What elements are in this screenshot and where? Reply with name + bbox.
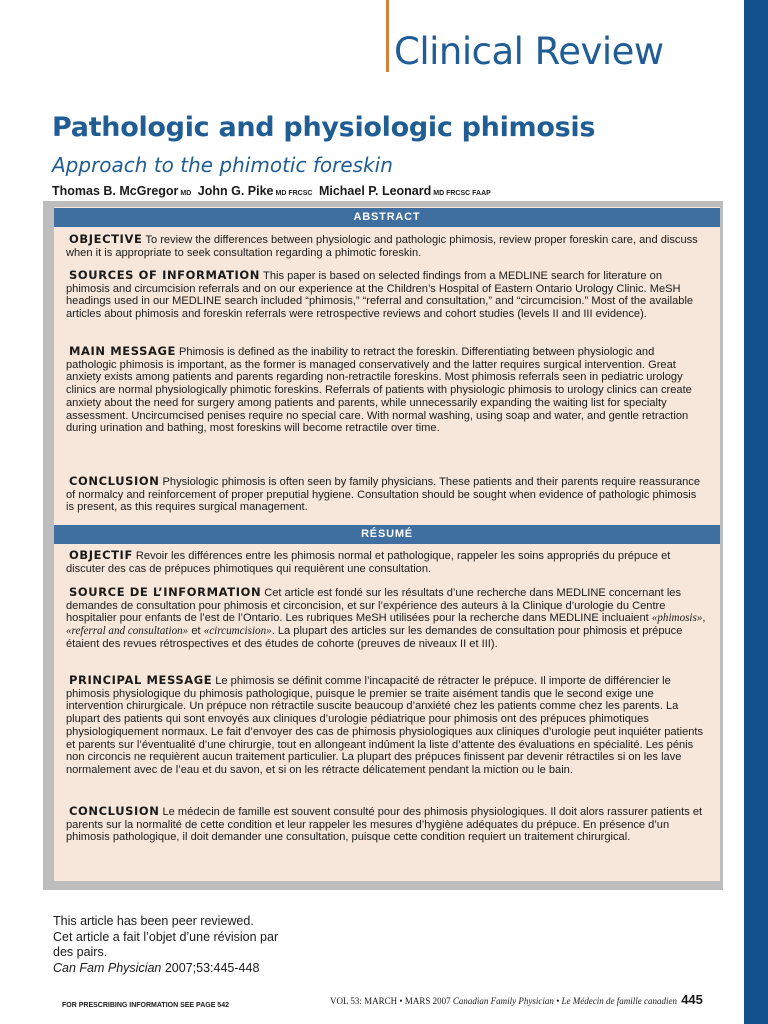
conclusion-fr-label: CONCLUSION bbox=[69, 804, 160, 818]
article-subtitle: Approach to the phimotic foreskin bbox=[52, 153, 393, 177]
peer-review-note bbox=[53, 914, 293, 976]
resume-heading: RÉSUMÉ bbox=[54, 525, 720, 544]
source-label: SOURCE DE L’INFORMATION bbox=[69, 585, 262, 599]
conclusion-label: CONCLUSION bbox=[69, 474, 160, 488]
mesh-term: «phimosis» bbox=[651, 612, 703, 625]
author-name: Michael P. Leonard bbox=[318, 184, 432, 198]
mesh-term: «referral and consultation» bbox=[66, 625, 189, 638]
abstract-heading: ABSTRACT bbox=[54, 208, 720, 227]
source-text: Cet article est fondé sur les résultats d’une recherche dans MEDLINE concernant les demandes de consultation pour phimosis et circoncision, et sur l’expérience des auteurs à la Clinique d’urologie du Centre hospitalier pour enfants de l’est de l’Ontario. Les rubriques MeSH utilisées pour la recherche dans MEDLINE incluaient bbox=[66, 587, 682, 625]
author-list bbox=[52, 184, 494, 198]
author-name: John G. Pike bbox=[197, 184, 274, 198]
sources-label: SOURCES OF INFORMATION bbox=[69, 268, 261, 282]
author-credentials: MD bbox=[180, 190, 192, 197]
conclusion-fr-text: Le médecin de famille est souvent consulté pour des phimosis physiologiques. Il doit alors rassurer patients et parents sur la normalité de cette condition et leur rappeler les mesures d’hygiène adéquates du prépuce. En présence d’un phimosis pathologique, il doit demander une consultation, puisque cette condition requiert un traitement chirurgical. bbox=[66, 806, 703, 844]
objectif-text: Revoir les différences entre les phimosis normal et pathologique, rappeler les soins appropriés du prépuce et discuter des cas de prépuces phimotiques qui requièrent une consultation. bbox=[66, 550, 671, 575]
page-number: 445 bbox=[681, 992, 703, 1007]
separator: , bbox=[702, 612, 706, 625]
abstract-conclusion bbox=[66, 475, 706, 514]
citation bbox=[53, 961, 293, 977]
sources-text: This paper is based on selected findings from a MEDLINE search for literature on phimosis and circumcision referrals and on our experience at the Children’s Hospital of Eastern Ontario Urology Clinic. MeSH headings used in our MEDLINE search included “phimosis,” “referral and consultation,” and “circumcision.” Most of the available articles about phimosis and foreskin referrals were retrospective reviews and cohort studies (levels II and III evidence). bbox=[66, 270, 694, 321]
abstract-objective bbox=[66, 233, 706, 259]
peer-review-en: This article has been peer reviewed. bbox=[53, 914, 254, 928]
accent-rule bbox=[386, 0, 389, 72]
author-credentials: MD FRCSC FAAP bbox=[433, 190, 491, 197]
main-message-text: Phimosis is defined as the inability to retract the foreskin. Differentiating between physiologic and pathologic phimosis is important, as the former is managed conservatively and the latter requires surgical intervention. Great anxiety exists among patients and parents regarding non-retractile foreskins. Most phimosis referrals seen in pediatric urology clinics are normal physiologically phimotic foreskins. Referrals of patients with physiologic phimosis to urology clinics can create anxiety about the need for surgery among patients and parents, while unnecessarily expanding the waiting list for specialty assessment. Uncircumcised penises require no special care. With normal washing, using soap and water, and gentle retraction during urination and bathing, most foreskins will become retractile over time. bbox=[66, 346, 692, 435]
objective-label: OBJECTIVE bbox=[69, 232, 143, 246]
author-credentials: MD FRCSC bbox=[275, 190, 313, 197]
page-edge-bar bbox=[744, 0, 768, 1024]
citation-journal: Can Fam Physician bbox=[53, 960, 162, 975]
prescribing-note: FOR PRESCRIBING INFORMATION SEE PAGE 542 bbox=[62, 1002, 229, 1009]
conclusion-text: Physiologic phimosis is often seen by family physicians. These patients and their parents require reassurance of normalcy and reinforcement of proper preputial hygiene. Consultation should be sought when evidence of pathologic phimosis is present, as this requires surgical management. bbox=[66, 476, 701, 514]
abstract-sources bbox=[66, 269, 706, 321]
section-label: Clinical Review bbox=[394, 30, 664, 73]
objective-text: To review the differences between physiologic and pathologic phimosis, review proper foreskin care, and discuss when it is appropriate to seek consultation regarding a phimotic foreskin. bbox=[66, 234, 698, 259]
resume-objectif bbox=[66, 549, 706, 575]
peer-review-fr: Cet article a fait l’objet d’une révision par des pairs. bbox=[53, 929, 279, 959]
main-message-label: MAIN MESSAGE bbox=[69, 344, 176, 358]
abstract-panel bbox=[54, 207, 720, 881]
author-name: Thomas B. McGregor bbox=[52, 184, 179, 198]
resume-principal-message bbox=[66, 674, 706, 777]
principal-label: PRINCIPAL MESSAGE bbox=[69, 673, 213, 687]
journal-name: Canadian Family Physician • Le Médecin de famille canadien bbox=[452, 996, 677, 1006]
article-title: Pathologic and physiologic phimosis bbox=[52, 112, 596, 143]
source-text-continued: . La plupart des articles sur les demandes de consultation pour phimosis et prépuce étaient des revues rétrospectives et des études de cohorte (preuves de niveaux II et III). bbox=[66, 625, 683, 650]
issue-info: VOL 53: MARCH • MARS 2007 bbox=[330, 996, 451, 1006]
resume-source bbox=[66, 586, 706, 651]
abstract-main-message bbox=[66, 345, 706, 435]
separator: et bbox=[191, 625, 201, 638]
principal-text: Le phimosis se définit comme l’incapacité de rétracter le prépuce. Il importe de différencier le phimosis physiologique du phimosis pathologique, puisque le premier se traite aisément tandis que le second exige une intervention chirurgicale. Un prépuce non rétractile suscite beaucoup d’anxiété chez les patients comme chez les parents. La plupart des patients qui sont envoyés aux cliniques d’urologie pédiatrique pour phimosis ont des prépuces phimotiques physiologiquement normaux. Le fait d’envoyer des cas de phimosis physiologiques aux cliniques d’urologie peut inquiéter patients et parents sur l’éventualité d’une chirurgie, tout en allongeant indûment la liste d’attente des évaluations en spécialité. Les pénis non circoncis ne requièrent aucun traitement particulier. La plupart des prépuces finissent par devenir rétractiles si on les lave normalement avec de l’eau et du savon, et si on les rétracte délicatement pendant la miction ou le bain. bbox=[66, 675, 704, 776]
resume-conclusion bbox=[66, 805, 706, 844]
citation-ref: 2007;53:445-448 bbox=[164, 960, 260, 975]
objectif-label: OBJECTIF bbox=[69, 548, 133, 562]
mesh-term: «circumcision» bbox=[203, 625, 272, 638]
page-footer bbox=[330, 992, 703, 1007]
